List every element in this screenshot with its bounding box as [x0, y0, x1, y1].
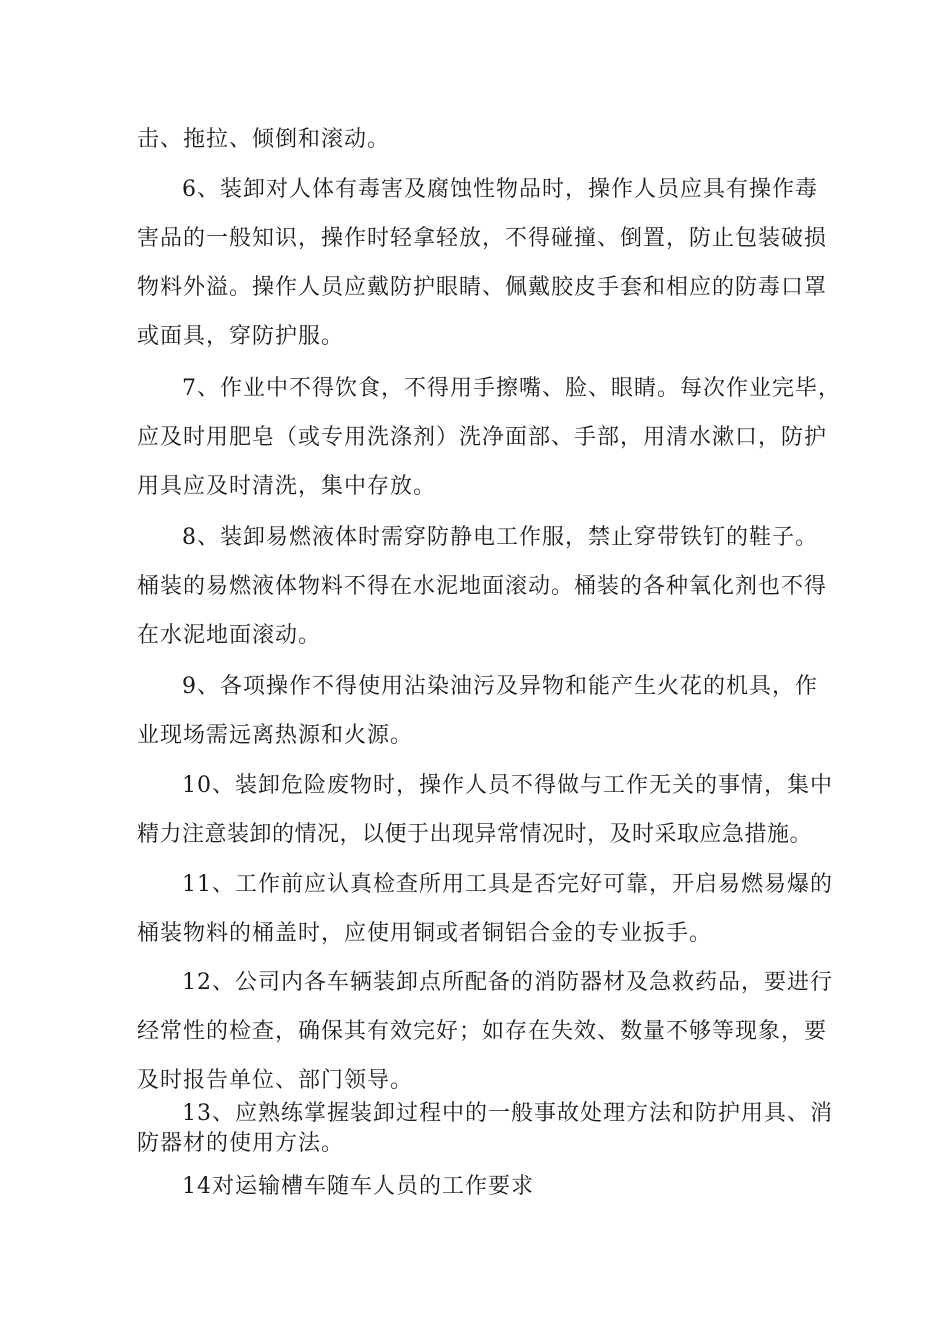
text-line: 精力注意装卸的情况，以便于出现异常情况时，及时采取应急措施。	[137, 822, 813, 847]
text-line: 业现场需远离热源和火源。	[137, 723, 414, 748]
text-line: 6、装卸对人体有毒害及腐蚀性物品时，操作人员应具有操作毒	[182, 177, 818, 202]
text-line: 防器材的使用方法。	[137, 1131, 345, 1156]
text-line: 用具应及时清洗，集中存放。	[137, 474, 437, 499]
text-line: 11、工作前应认真检查所用工具是否完好可靠，开启易燃易爆的	[182, 872, 833, 897]
text-line: 10、装卸危险废物时，操作人员不得做与工作无关的事情，集中	[182, 773, 833, 798]
text-line: 8、装卸易燃液体时需穿防静电工作服，禁止穿带铁钉的鞋子。	[182, 525, 818, 550]
text-line: 桶装物料的桶盖时，应使用铜或者铜铝合金的专业扳手。	[137, 921, 713, 946]
text-line: 13、应熟练掌握装卸过程中的一般事故处理方法和防护用具、消	[182, 1101, 833, 1126]
text-line: 桶装的易燃液体物料不得在水泥地面滚动。桶装的各种氧化剂也不得	[137, 574, 828, 599]
text-line: 及时报告单位、部门领导。	[137, 1068, 414, 1093]
text-line: 或面具，穿防护服。	[137, 324, 345, 349]
text-line: 击、拖拉、倾倒和滚动。	[137, 127, 391, 152]
text-line: 在水泥地面滚动。	[137, 623, 322, 648]
text-line: 物料外溢。操作人员应戴防护眼睛、佩戴胶皮手套和相应的防毒口罩	[137, 275, 828, 300]
text-line: 14对运输槽车随车人员的工作要求	[182, 1174, 534, 1199]
text-line: 经常性的检查，确保其有效完好；如存在失效、数量不够等现象，要	[137, 1019, 828, 1044]
text-line: 9、各项操作不得使用沾染油污及异物和能产生火花的机具，作	[182, 674, 818, 699]
text-line: 应及时用肥皂（或专用洗涤剂）洗净面部、手部，用清水漱口，防护	[137, 425, 828, 450]
text-line: 12、公司内各车辆装卸点所配备的消防器材及急救药品，要进行	[182, 970, 833, 995]
text-line: 害品的一般知识，操作时轻拿轻放，不得碰撞、倒置，防止包装破损	[137, 226, 828, 251]
text-line: 7、作业中不得饮食，不得用手擦嘴、脸、眼睛。每次作业完毕，	[182, 376, 841, 401]
